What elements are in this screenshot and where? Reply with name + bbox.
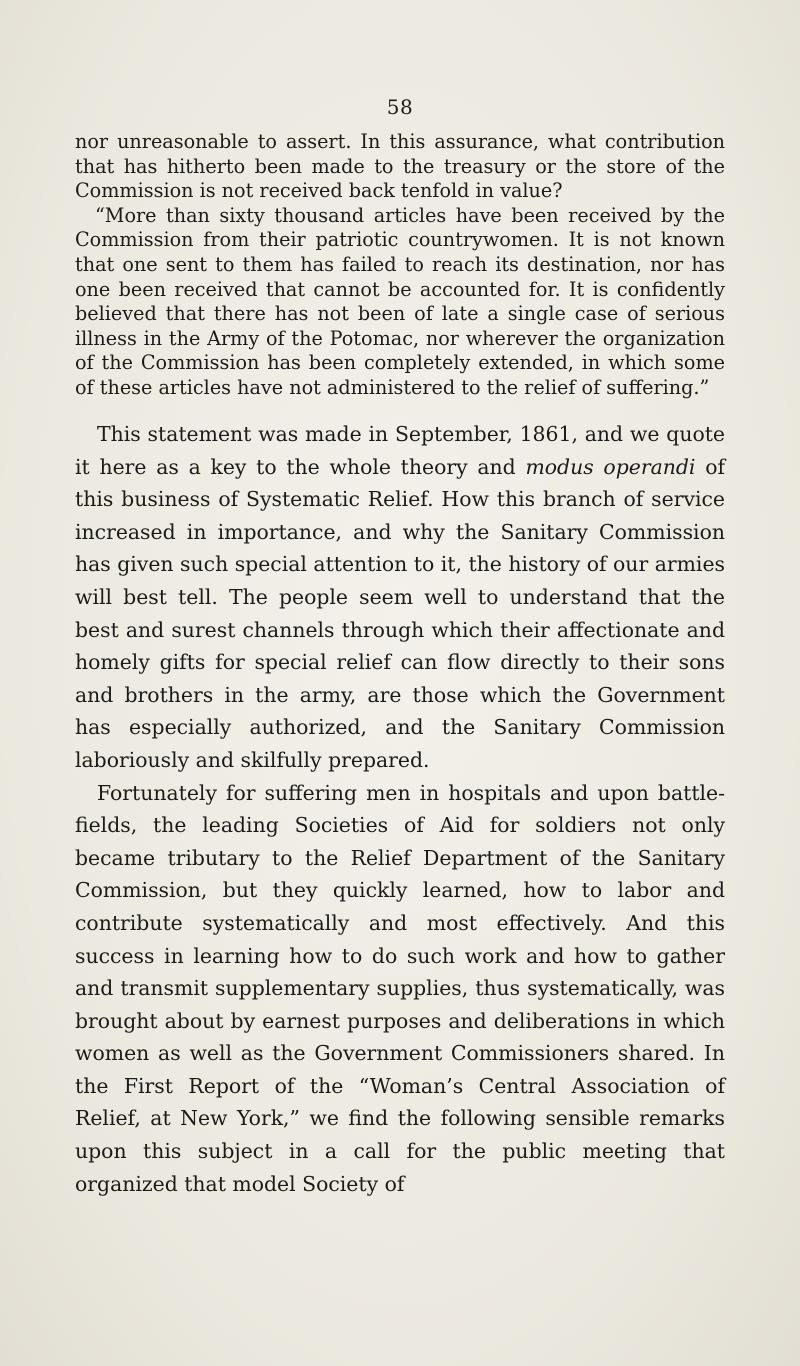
quote-paragraph-1: nor unreasonable to assert. In this assurance, what contribution that has hitherto been made to the treasury or the store of the Commission is not received back tenfold in value? bbox=[75, 130, 725, 203]
body-paragraph-2: Fortunately for suffering men in hospitals and upon battle-fields, the leading Societies of Aid for soldiers not only became tributary to the Relief Department of the Sanitary Commission, but they quickly learned, how to labor and contribute systematically and most effectively. And this success in learning how to do such work and how to gather and transmit supplementary supplies, thus systematically, was brought about by earnest purposes and deliberations in which women as well as the Government Commissioners shared. In the First Report of the “Woman’s Central Association of Relief, at New York,” we find the following sensible remarks upon this subject in a call for the public meeting that organized that model Society of bbox=[75, 780, 725, 1196]
page-number: 58 bbox=[386, 95, 414, 119]
quote-paragraph-2: “More than sixty thousand articles have been received by the Commission from their patriotic countrywomen. It is not known that one sent to them has failed to reach its destination, nor has one been received that cannot be accounted for. It is confidently believed that there has not been of late a single case of serious illness in the Army of the Potomac, nor wherever the organization of the Commission has been completely extended, in which some of these articles have not administered to the relief of suffering.” bbox=[75, 203, 725, 399]
italic-phrase: modus operandi bbox=[525, 454, 696, 479]
quoted-passage bbox=[75, 130, 725, 401]
body-paragraph-1-start: This statement was made in September, 1861, and we quote it here as a key to the whole theory and bbox=[75, 422, 725, 479]
body-paragraph-1-end: of this business of Systematic Relief. How this branch of service increased in importance, and why the Sanitary Commission has given such special attention to it, the history of our armies will best tell. The people seem well to understand that the best and surest channels through which their affectionate and homely gifts for special relief can flow directly to their sons and brothers in the army, are those which the Government has especially authorized, and the Sanitary Commission laboriously and skilfully prepared. bbox=[75, 454, 726, 772]
body-paragraph-1 bbox=[75, 418, 725, 777]
body-text bbox=[75, 418, 725, 1200]
